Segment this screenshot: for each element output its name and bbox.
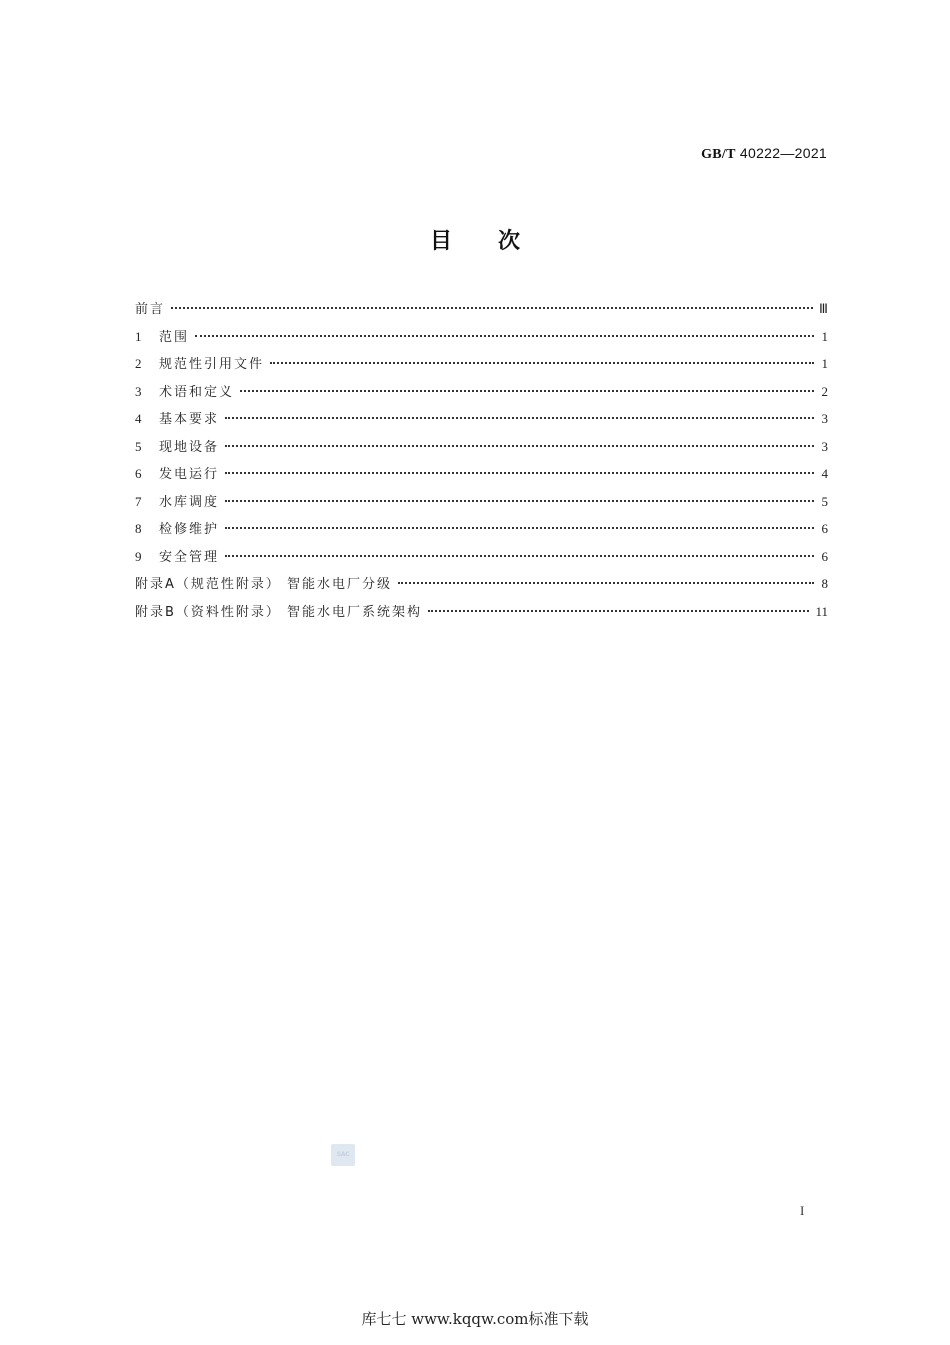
toc-leader-dots xyxy=(225,431,814,447)
toc-page: 11 xyxy=(815,603,828,619)
sac-logo: SAC xyxy=(331,1144,355,1166)
standard-prefix: GB/T xyxy=(701,147,736,162)
toc-label: 基本要求 xyxy=(159,412,220,427)
toc-leader-dots xyxy=(270,348,814,364)
toc-number: 7 xyxy=(135,493,142,509)
toc-label: 附录B（资料性附录） 智能水电厂系统架构 xyxy=(135,604,423,620)
toc-number: 4 xyxy=(135,411,142,426)
toc-page: 3 xyxy=(821,411,828,426)
toc-leader-dots xyxy=(225,403,814,419)
toc-leader-dots xyxy=(240,376,814,392)
toc-page: 2 xyxy=(821,383,828,399)
toc-label: 检修维护 xyxy=(159,522,220,537)
toc-leader-dots xyxy=(171,293,813,309)
toc-label: 前言 xyxy=(135,302,166,317)
toc-label: 规范性引用文件 xyxy=(159,357,265,372)
toc-page: 4 xyxy=(821,466,828,481)
toc-entry-annex-b[interactable] xyxy=(135,600,828,628)
toc-number: 9 xyxy=(135,548,142,564)
toc-leader-dots xyxy=(428,596,809,612)
toc-leader-dots xyxy=(225,486,814,502)
toc-leader-dots xyxy=(398,568,814,584)
toc-number: 8 xyxy=(135,521,142,536)
toc-page: Ⅲ xyxy=(819,301,828,316)
toc-number: 5 xyxy=(135,438,142,454)
toc-label: 安全管理 xyxy=(159,549,220,565)
toc-label: 水库调度 xyxy=(159,494,220,510)
toc-page: 3 xyxy=(821,438,828,454)
toc-label: 附录A（规范性附录） 智能水电厂分级 xyxy=(135,577,393,592)
toc-page: 1 xyxy=(821,328,828,344)
toc-page: 6 xyxy=(821,521,828,536)
page-number: I xyxy=(800,1203,805,1218)
toc-page: 5 xyxy=(821,493,828,509)
toc-page: 6 xyxy=(821,548,828,564)
toc-label: 范围 xyxy=(159,329,190,345)
standard-code xyxy=(701,145,827,163)
standard-number: 40222—2021 xyxy=(739,145,827,161)
toc-page: 1 xyxy=(821,356,828,371)
toc-number: 2 xyxy=(135,356,142,371)
toc-leader-dots xyxy=(195,321,814,337)
toc-number: 1 xyxy=(135,328,142,344)
toc-label: 现地设备 xyxy=(159,439,220,455)
table-of-contents xyxy=(135,297,828,627)
toc-leader-dots xyxy=(225,458,814,474)
toc-number: 3 xyxy=(135,383,142,399)
toc-label: 术语和定义 xyxy=(159,384,235,400)
title-char-1: 目 xyxy=(429,229,452,254)
toc-leader-dots xyxy=(225,541,814,557)
toc-page: 8 xyxy=(821,576,828,591)
footer-watermark: 库七七 www.kqqw.com标准下载 xyxy=(361,1310,589,1328)
toc-number: 6 xyxy=(135,466,142,481)
page-title xyxy=(0,224,950,255)
title-char-2: 次 xyxy=(498,229,521,254)
toc-label: 发电运行 xyxy=(159,467,220,482)
toc-leader-dots xyxy=(225,513,814,529)
